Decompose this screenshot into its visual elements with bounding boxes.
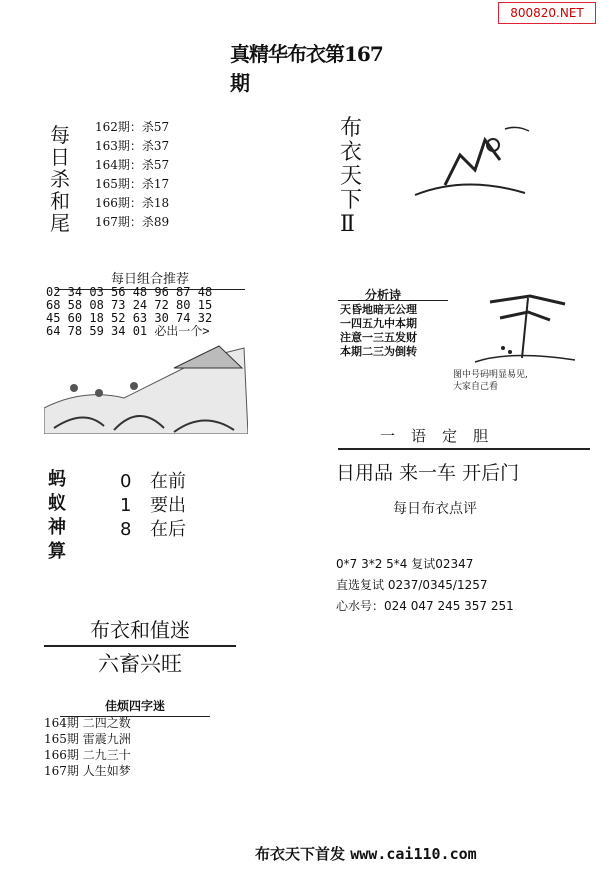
list-item: 164期 二四之数	[44, 716, 131, 730]
list-item: 02 34 03 56 48 96 87 48	[46, 285, 213, 299]
ant-list	[120, 470, 186, 542]
yiyu-title: 一语定胆	[380, 427, 505, 445]
footer	[255, 843, 477, 864]
footer-url[interactable]: www.cai110.com	[350, 845, 477, 863]
village-sketch-icon	[44, 338, 248, 434]
list-item: 68 58 08 73 24 72 80 15	[46, 298, 213, 312]
fourword-list	[44, 715, 131, 779]
list-item: 165期：杀17	[95, 177, 170, 191]
list-item: 167期 人生如梦	[44, 764, 131, 778]
yiyu-text: 日用品 来一车 开后门	[336, 462, 520, 484]
ant-label: 蚂蚁神算	[48, 469, 66, 562]
analysis-poem	[340, 303, 417, 359]
list-item: 166期：杀18	[95, 196, 170, 210]
daily-kill-list	[95, 118, 169, 232]
list-item: 0*7 3*2 5*4 复试02347	[336, 557, 474, 571]
combo-title: 每日组合推荐	[55, 268, 245, 290]
list-item: 45 60 18 52 63 30 74 32	[46, 311, 213, 325]
note-line: 图中号码明显易见,	[453, 370, 528, 380]
ant-number: 0	[120, 471, 132, 492]
list-item: 167期：杀89	[95, 215, 170, 229]
riddle-answer: 六畜兴旺	[98, 652, 182, 676]
riddle-title: 布衣和值迷	[44, 614, 236, 647]
list-item: 162期：杀57	[95, 120, 170, 134]
page-title: 真精华布衣第167期	[230, 42, 383, 95]
review-title: 每日布衣点评	[393, 501, 477, 517]
list-item: 本期二三为倒转	[340, 345, 417, 358]
footer-brand: 布衣天下首发	[255, 845, 346, 863]
pine-tree-sketch-icon	[470, 288, 580, 368]
ant-text: 在后	[150, 519, 186, 540]
divider	[338, 448, 590, 450]
buyi-tianxia-label: 布衣天下Ⅱ	[340, 116, 363, 237]
list-item: 直选复试 0237/0345/1257	[336, 578, 488, 592]
combo-list	[46, 286, 212, 338]
list-item: 165期 雷震九洲	[44, 732, 131, 746]
list-item	[120, 470, 186, 494]
list-item: 注意一三五发财	[340, 331, 417, 344]
list-item: 163期：杀37	[95, 139, 170, 153]
list-item: 一四五九中本期	[340, 317, 417, 330]
list-item: 天昏地暗无公理	[340, 303, 417, 316]
divider	[338, 300, 448, 301]
ant-text: 要出	[150, 495, 186, 516]
ant-text: 在前	[150, 471, 186, 492]
analysis-title: 分析诗	[365, 288, 402, 302]
site-badge[interactable]: 800820.NET	[498, 2, 596, 24]
list-item: 166期 二九三十	[44, 748, 131, 762]
list-item: 164期：杀57	[95, 158, 170, 172]
runner-sketch-icon	[405, 115, 535, 205]
list-item: 64 78 59 34 01 必出一个>	[46, 324, 210, 338]
daily-kill-label: 每日杀和尾	[50, 123, 70, 235]
review-list	[336, 554, 514, 617]
ant-number: 8	[120, 519, 132, 540]
ant-number: 1	[120, 495, 132, 516]
note-line: 大家自己看	[453, 382, 499, 392]
analysis-note	[453, 369, 583, 393]
list-item: 心水号：024 047 245 357 251	[336, 599, 514, 613]
list-item	[120, 518, 186, 542]
fourword-title: 佳烦四字迷	[60, 697, 210, 717]
list-item	[120, 494, 186, 518]
